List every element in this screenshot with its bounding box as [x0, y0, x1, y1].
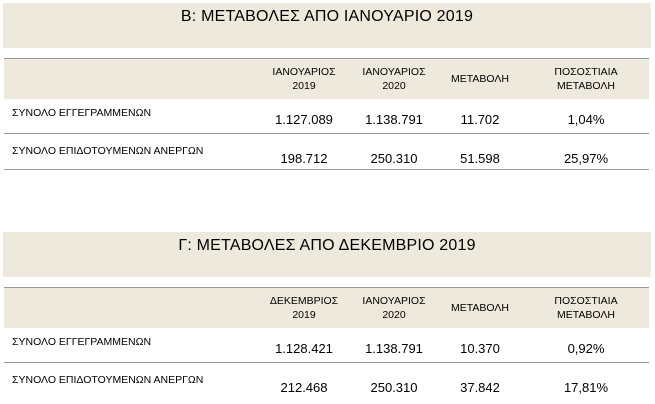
table-cell: 250.310: [370, 151, 418, 166]
row-label: ΣΥΝΟΛΟ ΕΓΓΕΓΡΑΜΜΕΝΩΝ: [12, 107, 152, 119]
header-cell: ΠΟΣΟΣΤΙΑΙΑ ΜΕΤΑΒΟΛΗ: [554, 295, 618, 321]
header-cell: ΠΟΣΟΣΤΙΑΙΑ ΜΕΤΑΒΟΛΗ: [554, 66, 618, 92]
table-row: [4, 134, 649, 170]
table-cell: 0,92%: [567, 341, 605, 356]
section-c-title: Γ: ΜΕΤΑΒΟΛΕΣ ΑΠΟ ΔΕΚΕΜΒΡΙΟ 2019: [178, 237, 476, 254]
table-cell: 25,97%: [563, 151, 609, 166]
header-cell: ΔΕΚΕΜΒΡΙΟΣ 2019: [269, 295, 339, 321]
table-cell: 198.712: [280, 151, 328, 166]
table-row: [4, 327, 649, 363]
header-cell: ΙΑΝΟΥΑΡΙΟΣ 2019: [272, 66, 336, 92]
row-label: ΣΥΝΟΛΟ ΕΠΙΔΟΤΟΥΜΕΝΩΝ ΑΝΕΡΓΩΝ: [12, 374, 204, 386]
section-b-title: Β: ΜΕΤΑΒΟΛΕΣ ΑΠΟ ΙΑΝΟΥΑΡΙΟ 2019: [180, 8, 474, 25]
section-c-table: [4, 287, 649, 399]
header-cell: ΜΕΤΑΒΟΛΗ: [451, 302, 509, 314]
table-row: [4, 363, 649, 399]
header-cell: ΙΑΝΟΥΑΡΙΟΣ 2020: [362, 295, 426, 321]
table-cell: 1.138.791: [365, 341, 423, 356]
row-label: ΣΥΝΟΛΟ ΕΠΙΔΟΤΟΥΜΕΝΩΝ ΑΝΕΡΓΩΝ: [12, 145, 204, 157]
section-b-header-row: [4, 58, 649, 99]
section-c-header-row: [4, 287, 649, 328]
row-divider: [4, 169, 649, 170]
table-cell: 250.310: [370, 380, 418, 395]
table-row: [4, 98, 649, 134]
table-cell: 17,81%: [563, 380, 609, 395]
table-cell: 51.598: [460, 151, 500, 166]
row-label: ΣΥΝΟΛΟ ΕΓΓΕΓΡΑΜΜΕΝΩΝ: [12, 336, 152, 348]
section-c-title-band: [3, 232, 651, 277]
header-cell: ΙΑΝΟΥΑΡΙΟΣ 2020: [362, 66, 426, 92]
section-b-title-band: [3, 3, 651, 48]
table-cell: 1.127.089: [275, 112, 333, 127]
table-cell: 1,04%: [567, 112, 605, 127]
table-cell: 1.138.791: [365, 112, 423, 127]
table-cell: 10.370: [460, 341, 500, 356]
section-b-table: [4, 58, 649, 170]
table-cell: 37.842: [460, 380, 500, 395]
table-cell: 1.128.421: [275, 341, 333, 356]
table-cell: 11.702: [460, 112, 500, 127]
table-cell: 212.468: [280, 380, 328, 395]
header-cell: ΜΕΤΑΒΟΛΗ: [451, 73, 509, 85]
